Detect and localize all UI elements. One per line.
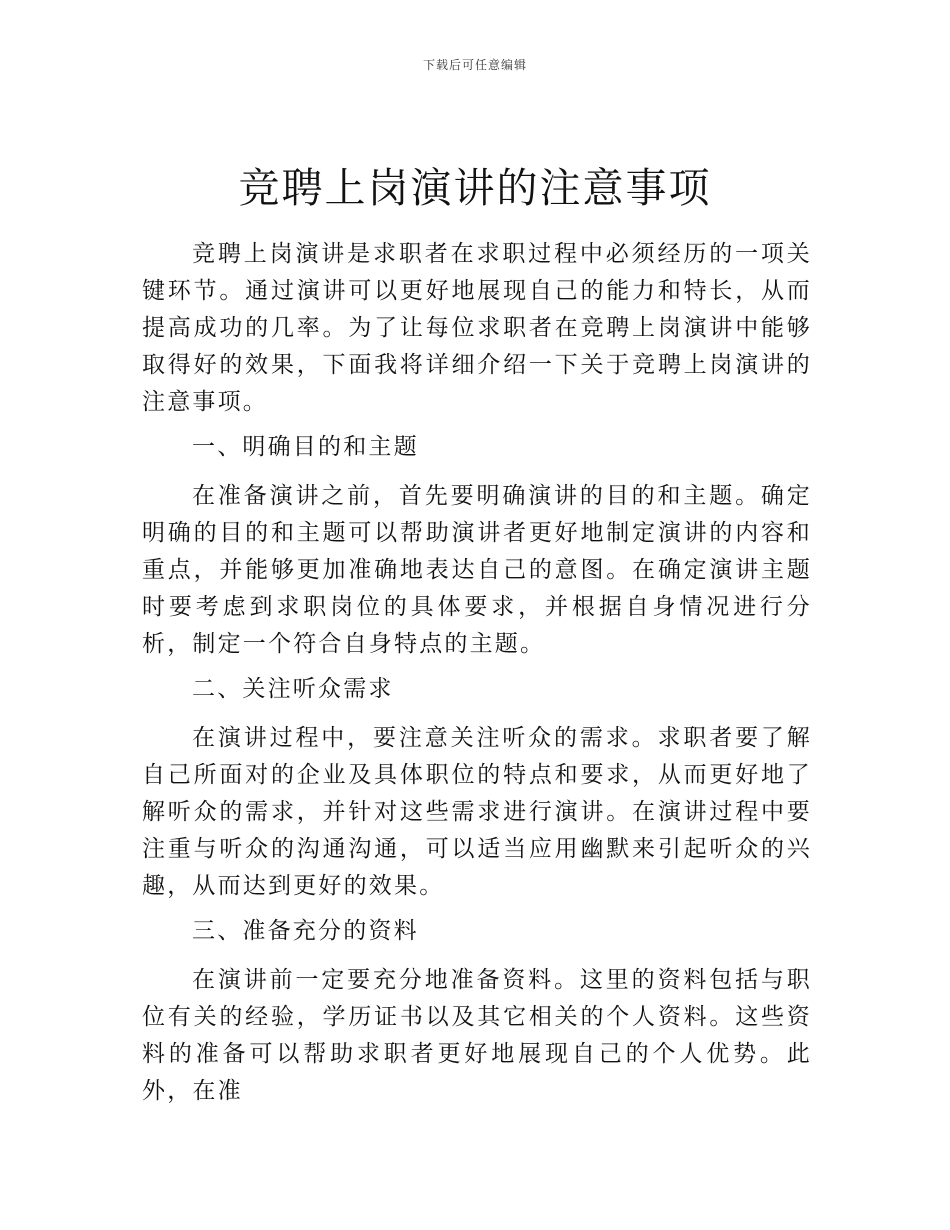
document-body (142, 236, 812, 1118)
section-body-3: 在演讲前一定要充分地准备资料。这里的资料包括与职位有关的经验，学历证书以及其它相关的个人资料。这些资料的准备可以帮助求职者更好地展现自己的个人优势。此外，在准 (142, 967, 812, 1104)
section-body-2: 在演讲过程中，要注意关注听众的需求。求职者要了解自己所面对的企业及具体职位的特点和要求，从而更好地了解听众的需求，并针对这些需求进行演讲。在演讲过程中要注重与听众的沟通沟通，可以适当应用幽默来引起听众的兴趣，从而达到更好的效果。 (142, 725, 812, 899)
section-heading-2: 二、关注听众需求 (192, 676, 394, 702)
document-title: 竞聘上岗演讲的注意事项 (238, 164, 712, 212)
section-body-1: 在准备演讲之前，首先要明确演讲的目的和主题。确定明确的目的和主题可以帮助演讲者更好地制定演讲的内容和重点，并能够更加准确地表达自己的意图。在确定演讲主题时要考虑到求职岗位的具体要求，并根据自身情况进行分析，制定一个符合自身特点的主题。 (142, 483, 812, 657)
page-header-note: 下载后可任意编辑 (422, 58, 527, 72)
section-heading-3: 三、准备充分的资料 (192, 918, 419, 944)
section-heading-1: 一、明确目的和主题 (192, 434, 419, 460)
intro-paragraph: 竞聘上岗演讲是求职者在求职过程中必须经历的一项关键环节。通过演讲可以更好地展现自己的能力和特长，从而提高成功的几率。为了让每位求职者在竞聘上岗演讲中能够取得好的效果，下面我将详细介绍一下关于竞聘上岗演讲的注意事项。 (142, 241, 812, 415)
